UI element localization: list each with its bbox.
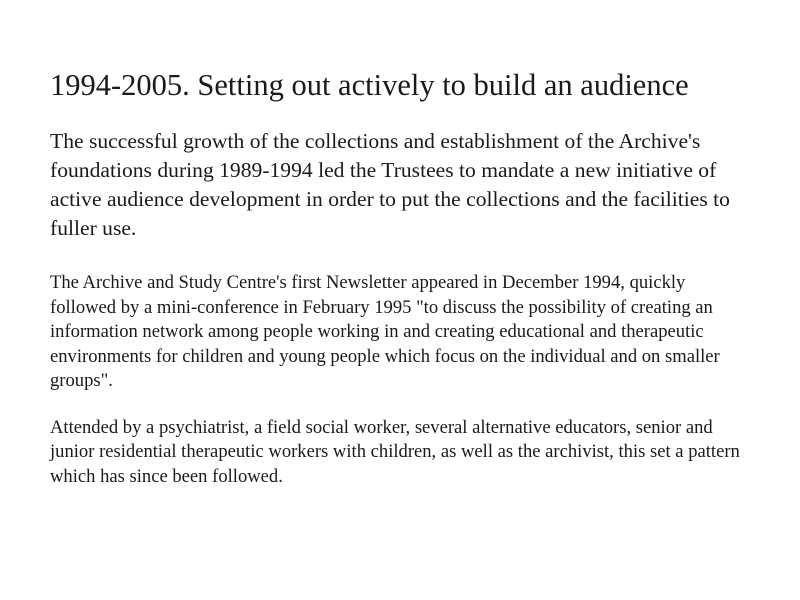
document-page: [50, 66, 750, 511]
body-paragraph-newsletter: The Archive and Study Centre's first Newsletter appeared in December 1994, quickly followed by a mini-conference in February 1995 "to discuss the possibility of creating an information network among people working in and creating educational and therapeutic environments for children and young people which focus on the individual and on smaller groups".: [50, 272, 720, 391]
lead-paragraph: The successful growth of the collections and establishment of the Archive's foundations during 1989-1994 led the Trustees to mandate a new initiative of active audience development in order to put the collections and the facilities to fuller use.: [50, 129, 730, 240]
body-paragraph-attendees: Attended by a psychiatrist, a field social worker, several alternative educators, senior and junior residential therapeutic workers with children, as well as the archivist, this set a pattern which has since been followed.: [50, 416, 740, 487]
page-title: 1994-2005. Setting out actively to build an audience: [50, 68, 689, 102]
